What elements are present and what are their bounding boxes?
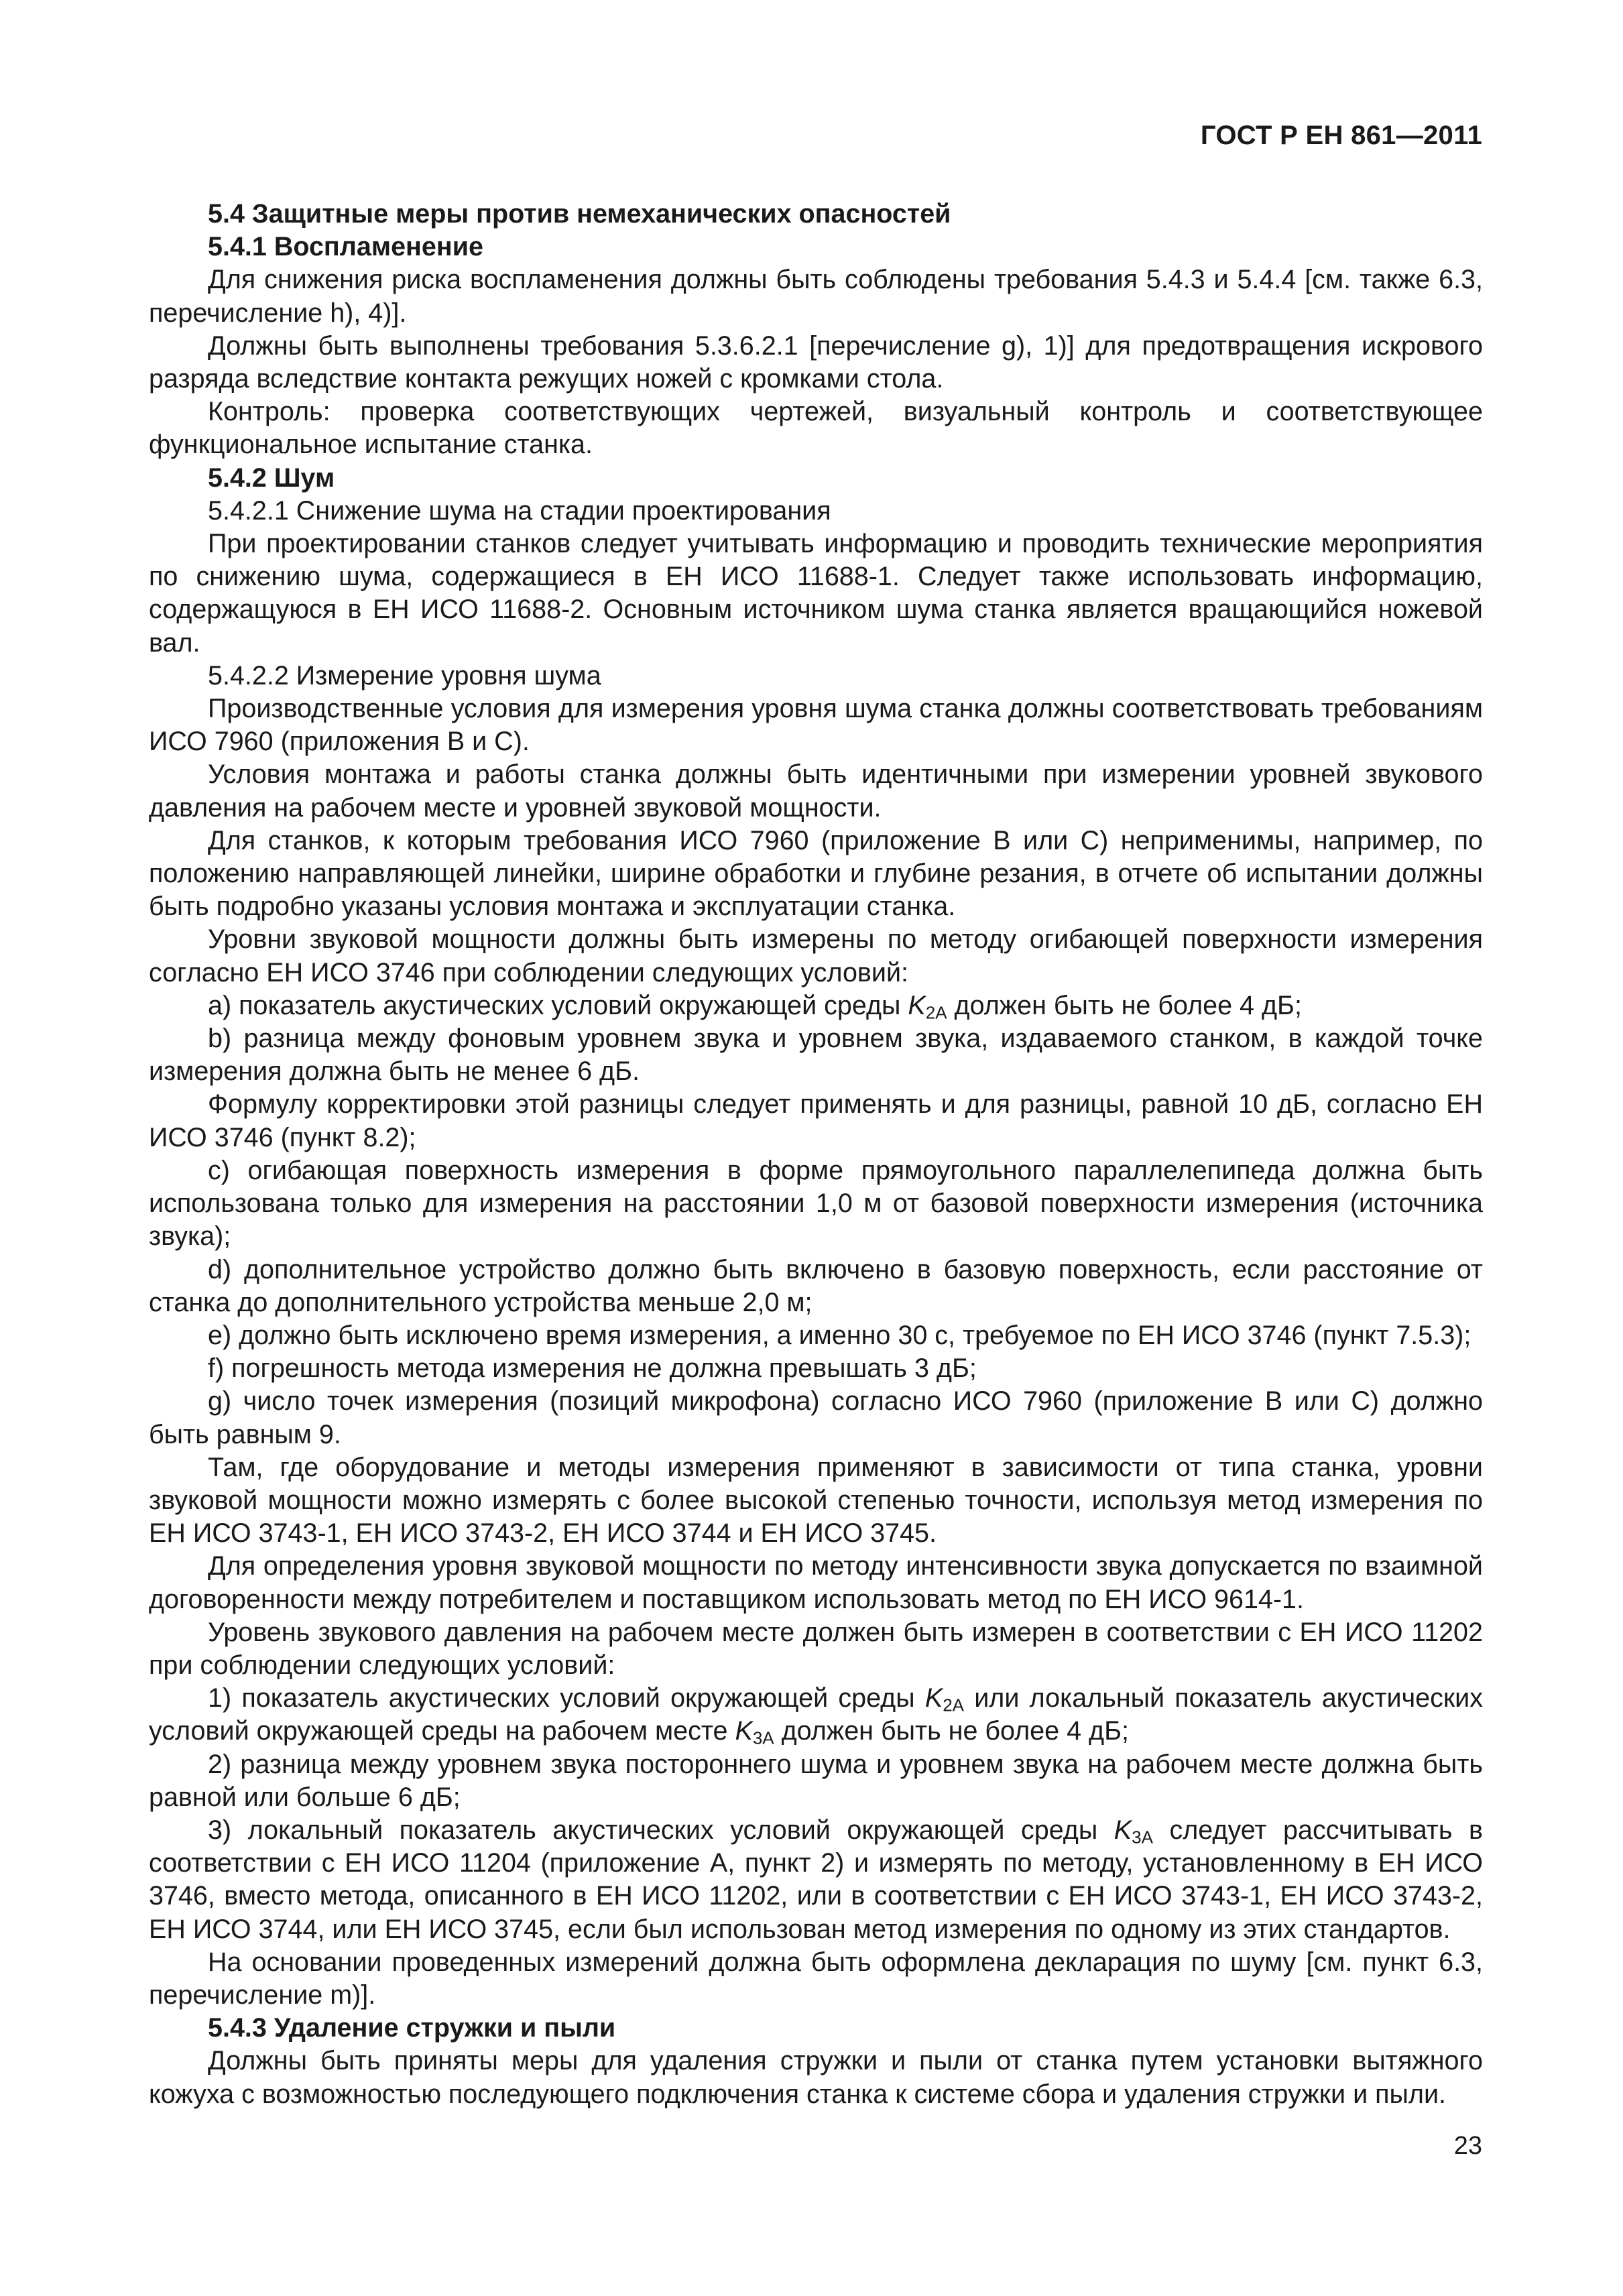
text-run: 1) показатель акустических условий окружающей среды bbox=[208, 1683, 925, 1713]
list-item: b) разница между фоновым уровнем звука и уровнем звука, издаваемого станком, в каждой точке измерения должна быть не менее 6 дБ. bbox=[149, 1024, 1483, 1087]
list-item: e) должно быть исключено время измерения, а именно 30 с, требуемое по ЕН ИСО 3746 (пункт 7.5.3); bbox=[208, 1320, 1471, 1350]
paragraph: Производственные условия для измерения уровня шума станка должны соответствовать требованиям ИСО 7960 (приложения В и С). bbox=[149, 694, 1483, 757]
text-run: должен быть не более 4 дБ; bbox=[774, 1716, 1129, 1746]
text-run: следует рассчитывать в соответствии с ЕН ИСО 11204 (приложение А, пункт 2) и измерять по методу, установленному в ЕН ИСО 3746, вместо метода, описанного в ЕН ИСО 11202, или в соответствии с ЕН ИСО 3743-1, ЕН ИСО 3743-2, ЕН ИСО 3744, или ЕН ИСО 3745, если был использован метод измерения по одному из этих стандартов. bbox=[149, 1815, 1483, 1944]
paragraph: Контроль: проверка соответствующих чертежей, визуальный контроль и соответствующее функциональное испытание станка. bbox=[149, 397, 1483, 460]
paragraph: Для определения уровня звуковой мощности по методу интенсивности звука допускается по взаимной договоренности между потребителем и поставщиком использовать метод по ЕН ИСО 9614-1. bbox=[149, 1551, 1483, 1614]
subscript: 3A bbox=[752, 1728, 774, 1748]
paragraph: При проектировании станков следует учитывать информацию и проводить технические мероприятия по снижению шума, содержащиеся в ЕН ИСО 11688-1. Следует также использовать информацию, содержащуюся в ЕН ИСО 11688-2. Основным источником шума станка является вращающийся ножевой вал. bbox=[149, 529, 1483, 658]
list-item bbox=[149, 1682, 1483, 1748]
list-item bbox=[149, 1814, 1483, 1946]
list-item bbox=[149, 989, 1483, 1022]
symbol: K bbox=[735, 1716, 753, 1746]
paragraph: Условия монтажа и работы станка должны быть идентичными при измерении уровней звукового давления на рабочем месте и уровней звуковой мощности. bbox=[149, 760, 1483, 823]
list-item: 2) разница между уровнем звука постороннего шума и уровнем звука на рабочем месте должна быть равной или больше 6 дБ; bbox=[149, 1749, 1483, 1812]
paragraph: Там, где оборудование и методы измерения применяют в зависимости от типа станка, уровни звуковой мощности можно измерять с более высокой степенью точности, используя метод измерения по ЕН ИСО 3743-1, ЕН ИСО 3743-2, ЕН ИСО 3744 и ЕН ИСО 3745. bbox=[149, 1452, 1483, 1549]
subsection-heading: 5.4.2 Шум bbox=[208, 463, 335, 493]
paragraph: На основании проведенных измерений должна быть оформлена декларация по шуму [см. пункт 6.3, перечисление m)]. bbox=[149, 1947, 1483, 2010]
text-run: должен быть не более 4 дБ; bbox=[947, 990, 1302, 1020]
paragraph: Формулу корректировки этой разницы следует применять и для разницы, равной 10 дБ, согласно ЕН ИСО 3746 (пункт 8.2); bbox=[149, 1089, 1483, 1152]
list-item: g) число точек измерения (позиций микрофона) согласно ИСО 7960 (приложение В или С) должно быть равным 9. bbox=[149, 1386, 1483, 1449]
list-item: c) огибающая поверхность измерения в форме прямоугольного параллелепипеда должна быть использована только для измерения на расстоянии 1,0 м от базовой поверхности измерения (источника звука); bbox=[149, 1155, 1483, 1252]
clause-title: 5.4.2.2 Измерение уровня шума bbox=[208, 660, 601, 690]
section-heading: 5.4 Защитные меры против немеханических опасностей bbox=[208, 199, 951, 229]
document-body bbox=[149, 198, 1483, 2111]
paragraph: Должны быть приняты меры для удаления стружки и пыли от станка путем установки вытяжного кожуха с возможностью последующего подключения станка к системе сбора и удаления стружки и пыли. bbox=[149, 2046, 1483, 2109]
text-run: a) показатель акустических условий окружающей среды bbox=[208, 990, 908, 1020]
page-number: 23 bbox=[1453, 2132, 1482, 2160]
list-item: f) погрешность метода измерения не должна превышать 3 дБ; bbox=[208, 1353, 977, 1384]
subscript: 2A bbox=[925, 1002, 947, 1023]
symbol: K bbox=[924, 1683, 943, 1713]
clause-title: 5.4.2.1 Снижение шума на стадии проектирования bbox=[208, 495, 831, 526]
text-run: 3) локальный показатель акустических условий окружающей среды bbox=[208, 1815, 1114, 1845]
subsection-heading: 5.4.1 Воспламенение bbox=[208, 232, 483, 262]
symbol: K bbox=[1114, 1815, 1132, 1845]
paragraph: Уровни звуковой мощности должны быть измерены по методу огибающей поверхности измерения согласно ЕН ИСО 3746 при соблюдении следующих условий: bbox=[149, 924, 1483, 987]
list-item: d) дополнительное устройство должно быть включено в базовую поверхность, если расстояние от станка до дополнительного устройства меньше 2,0 м; bbox=[149, 1254, 1483, 1317]
paragraph: Для станков, к которым требования ИСО 7960 (приложение В или С) неприменимы, например, по положению направляющей линейки, ширине обработки и глубине резания, в отчете об испытании должны быть подробно указаны условия монтажа и эксплуатации станка. bbox=[149, 825, 1483, 922]
subscript: 3A bbox=[1132, 1827, 1153, 1848]
document-code-header: ГОСТ Р ЕН 861—2011 bbox=[1200, 121, 1482, 150]
paragraph: Для снижения риска воспламенения должны быть соблюдены требования 5.4.3 и 5.4.4 [см. также 6.3, перечисление h), 4)]. bbox=[149, 265, 1483, 328]
subscript: 2A bbox=[943, 1695, 965, 1715]
subsection-heading: 5.4.3 Удаление стружки и пыли bbox=[208, 2013, 616, 2043]
symbol: K bbox=[908, 990, 926, 1020]
paragraph: Должны быть выполнены требования 5.3.6.2.1 [перечисление g), 1)] для предотвращения искрового разряда вследствие контакта режущих ножей с кромками стола. bbox=[149, 330, 1483, 394]
paragraph: Уровень звукового давления на рабочем месте должен быть измерен в соответствии с ЕН ИСО 11202 при соблюдении следующих условий: bbox=[149, 1617, 1483, 1680]
text-run: или локальный показатель акустических условий окружающей среды на рабочем месте bbox=[149, 1683, 1483, 1746]
